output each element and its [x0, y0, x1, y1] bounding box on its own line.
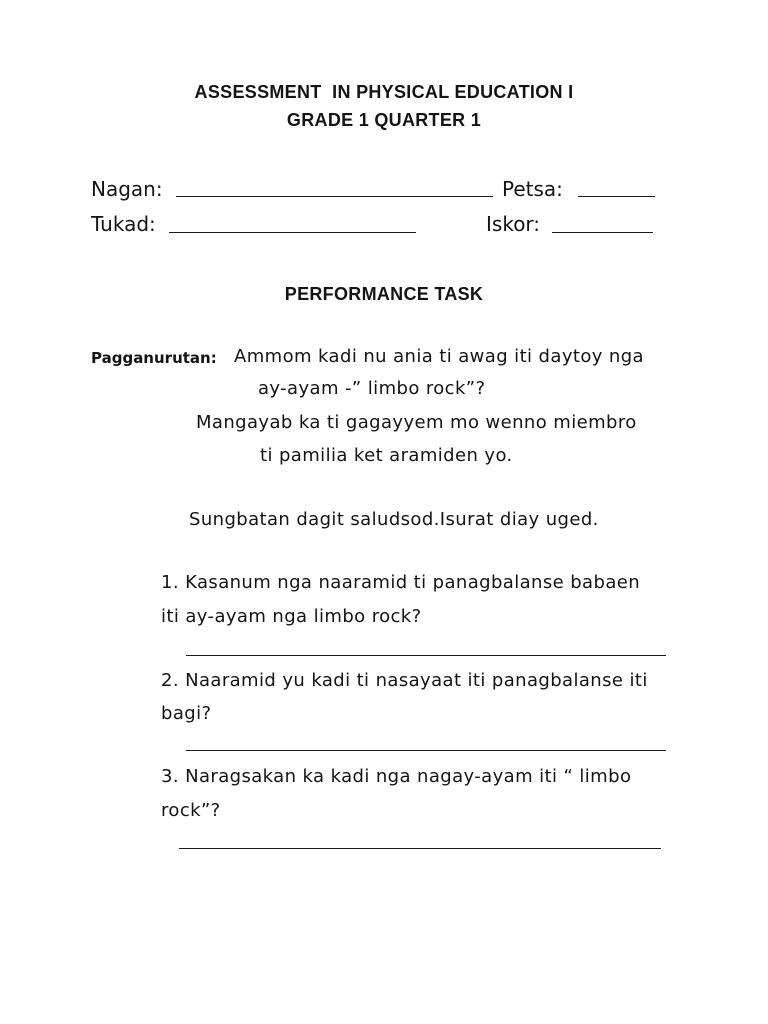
instructions-line: ti pamilia ket aramiden yo.: [260, 445, 513, 466]
section-title: PERFORMANCE TASK: [284, 284, 484, 304]
grade-label: Tukad:: [91, 212, 156, 236]
score-label: Iskor:: [486, 212, 541, 236]
name-blank-line: [176, 196, 493, 197]
date-label: Petsa:: [502, 177, 563, 201]
date-blank-line: [578, 196, 655, 197]
question-2-text: 2. Naaramid yu kadi ti nasayaat iti panagbalanse iti: [161, 670, 648, 691]
instructions-label: Pagganurutan:: [91, 349, 217, 367]
question-1-text: 1. Kasanum nga naaramid ti panagbalanse babaen: [161, 572, 641, 593]
answer-1-line: [186, 655, 666, 656]
question-1-text: iti ay-ayam nga limbo rock?: [161, 606, 422, 627]
answer-2-line: [186, 750, 666, 751]
question-2-text: bagi?: [161, 703, 212, 724]
question-3-text: rock”?: [161, 800, 221, 821]
question-3-text: 3. Naragsakan ka kadi nga nagay-ayam iti “ limbo: [161, 766, 632, 787]
answer-3-line: [179, 848, 661, 849]
score-blank-line: [552, 232, 653, 233]
document-subtitle: GRADE 1 QUARTER 1: [286, 110, 482, 130]
name-label: Nagan:: [91, 177, 163, 201]
grade-blank-line: [169, 232, 416, 233]
answer-prompt: Sungbatan dagit saludsod.Isurat diay uged.: [189, 509, 599, 530]
instructions-line: Ammom kadi nu ania ti awag iti daytoy nga: [234, 346, 644, 367]
instructions-line: Mangayab ka ti gagayyem mo wenno miembro: [196, 412, 637, 433]
document-title: ASSESSMENT IN PHYSICAL EDUCATION I: [194, 82, 574, 102]
instructions-line: ay-ayam -” limbo rock”?: [258, 378, 486, 399]
